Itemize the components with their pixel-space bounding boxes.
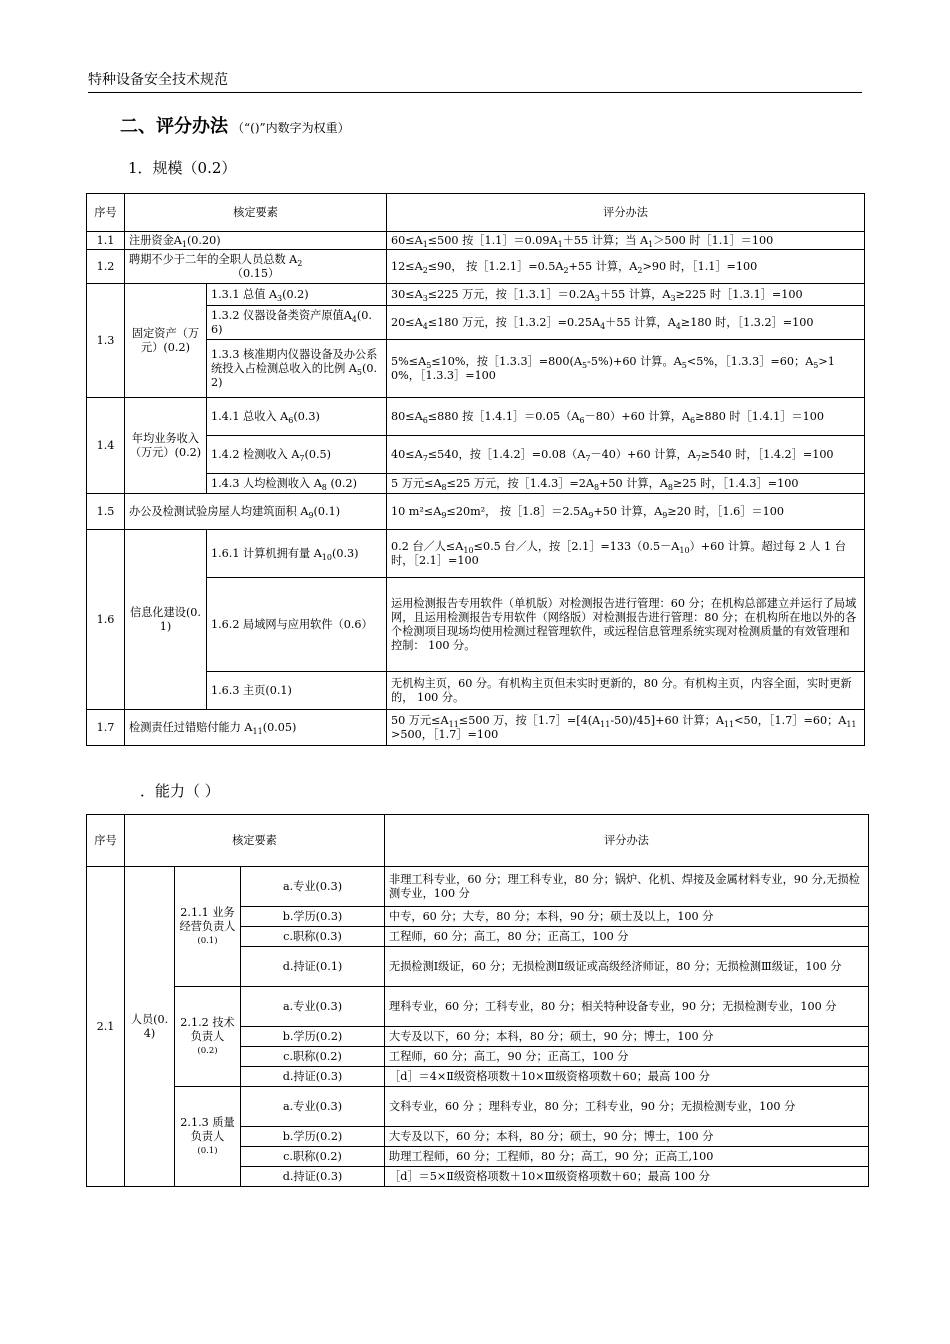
head-element-2: 核定要素 <box>125 815 385 867</box>
head-method-2: 评分办法 <box>385 815 869 867</box>
group-1-3: 固定资产（万元）(0.2) <box>125 284 207 398</box>
ability-subtitle: ．能力（ ） <box>140 782 220 800</box>
method-1-6-3: 无机构主页，60 分。有机构主页但未实时更新的，80 分。有机构主页，内容全面，实时更新的， 100 分。 <box>387 672 865 710</box>
item-2-1-2-b: b.学历(0.2) <box>241 1027 385 1047</box>
seq-1-2: 1.2 <box>87 250 125 284</box>
score-2-1-1-b: 中专，60 分；大专，80 分；本科，90 分；硕士及以上，100 分 <box>385 907 869 927</box>
scale-table <box>86 193 865 746</box>
score-2-1-3-b: 大专及以下，60 分；本科，80 分；硕士，90 分；博士，100 分 <box>385 1127 869 1147</box>
item-2-1-1-d: d.持证(0.1) <box>241 947 385 987</box>
item-2-1-3-d: d.持证(0.3) <box>241 1167 385 1187</box>
score-2-1-1-a: 非理工科专业，60 分；理工科专业，80 分；锅炉、化机、焊接及金属材料专业，90 分,无损检测专业，100 分 <box>385 867 869 907</box>
method-1-5: 10 $m^2\le A_9\le 20m^2$， 按$[1.8]=2.5A_9+50$ 计算，$A_9\ge 20$ 时，［1.6］＝100 <box>387 494 865 530</box>
elem-1-6-3: 1.6.3 主页(0.1) <box>207 672 387 710</box>
item-2-1-3-b: b.学历(0.2) <box>241 1127 385 1147</box>
scale-subtitle: 1．规模（0.2） <box>128 159 237 177</box>
elem-1-3-3: 1.3.3 核准期内仪器设备及办公系统投入占检测总收入的比例 $A_5(0.2)$ <box>207 340 387 398</box>
head-seq-2: 序号 <box>87 815 125 867</box>
method-1-4-1: $80\le A_6\le 880$ 按$[1.4.1]=0.05(A_6-80)+60$ 计算，$A_6\ge 880$ 时［1.4.1］＝100 <box>387 398 865 436</box>
elem-1-1: 注册资金$A_1(0.20)$ <box>125 232 387 250</box>
section-note: （“()”内数字为权重） <box>232 121 350 135</box>
head-seq: 序号 <box>87 194 125 232</box>
person-2-1-2-weight: (0.2) <box>197 1045 218 1056</box>
section-heading: 二、评分办法 <box>120 116 228 137</box>
item-2-1-3-a: a.专业(0.3) <box>241 1087 385 1127</box>
method-1-4-2: $40\le A_7\le 540$，按$[1.4.2]=0.08(A_7-40)+60$ 计算，$A_7\ge 540$ 时，［1.4.2］=100 <box>387 436 865 474</box>
group-1-6: 信息化建设(0.1) <box>125 530 207 710</box>
score-2-1-2-b: 大专及以下，60 分；本科，80 分；硕士，90 分；博士，100 分 <box>385 1027 869 1047</box>
method-1-3-1: $30\le A_3\le 225$ 万元，按$[1.3.1]=0.2A_3+55$ 计算，$A_3\ge 225$ 时［1.3.1］=100 <box>387 284 865 306</box>
elem-1-2-weight: （0.15） <box>231 266 280 280</box>
score-2-1-2-a: 理科专业，60 分；工科专业，80 分；相关特种设备专业，90 分；无损检测专业，100 分 <box>385 987 869 1027</box>
item-2-1-1-c: c.职称(0.3) <box>241 927 385 947</box>
item-2-1-1-a: a.专业(0.3) <box>241 867 385 907</box>
elem-1-4-2: 1.4.2 检测收入 $A_7(0.5)$ <box>207 436 387 474</box>
elem-1-3-2: 1.3.2 仪器设备类资产原值$A_4(0.6)$ <box>207 306 387 340</box>
elem-1-2 <box>125 250 387 284</box>
person-2-1-1-label: 2.1.1 业务经营负责人 <box>179 905 236 933</box>
person-2-1-2 <box>175 987 241 1087</box>
score-2-1-2-d: ［d］＝4×Ⅱ级资格项数＋10×Ⅲ级资格项数＋60；最高 100 分 <box>385 1067 869 1087</box>
group-2-1: 人员(0.4) <box>125 867 175 1187</box>
elem-1-2-main: 聘期不少于二年的全职人员总数 $A_2$ <box>129 252 303 268</box>
seq-1-7: 1.7 <box>87 710 125 746</box>
method-1-3-3: $5\%\le A_5\le 10\%$，按$[1.3.3]=800(A_5-5\%)+60$ 计算。$A_5<5\%$，［1.3.3］=60；$A_5>10\%$，［1.3.3］=100 <box>387 340 865 398</box>
ability-table <box>86 814 869 1187</box>
seq-1-4: 1.4 <box>87 398 125 494</box>
person-2-1-3 <box>175 1087 241 1187</box>
head-element: 核定要素 <box>125 194 387 232</box>
head-method: 评分办法 <box>387 194 865 232</box>
running-header: 特种设备安全技术规范 <box>88 70 862 93</box>
seq-1-1: 1.1 <box>87 232 125 250</box>
method-1-4-3: 5 万元$\le A_8\le 25$ 万元，按$[1.4.3]=2A_8+50$ 计算，$A_8\ge 25$ 时，［1.4.3］=100 <box>387 474 865 494</box>
item-2-1-2-a: a.专业(0.3) <box>241 987 385 1027</box>
item-2-1-2-c: c.职称(0.2) <box>241 1047 385 1067</box>
section-title <box>120 112 350 138</box>
elem-1-4-3: 1.4.3 人均检测收入 $A_8$ (0.2) <box>207 474 387 494</box>
item-2-1-1-b: b.学历(0.3) <box>241 907 385 927</box>
seq-2-1: 2.1 <box>87 867 125 1187</box>
score-2-1-2-c: 工程师，60 分；高工，90 分；正高工，100 分 <box>385 1047 869 1067</box>
elem-1-6-1: 1.6.1 计算机拥有量 $A_{10}(0.3)$ <box>207 530 387 578</box>
elem-1-4-1: 1.4.1 总收入 $A_6(0.3)$ <box>207 398 387 436</box>
seq-1-6: 1.6 <box>87 530 125 710</box>
method-1-6-1: 0.2 台／人$\le A_{10}\le 0.5$ 台／人，按$[2.1]=133(0.5-A_{10})+60$ 计算。超过每 2 人 1 台时，［2.1］=100 <box>387 530 865 578</box>
method-1-2: $12\le A_2\le 90$， 按$[1.2.1]=0.5A_2+55$ 计算，$A_2>90$ 时，［1.1］=100 <box>387 250 865 284</box>
method-1-1: $60\le A_1\le 500$ 按$[1.1]=0.09A_1+55$ 计算；当 $A_1>500$ 时［1.1］＝100 <box>387 232 865 250</box>
elem-1-3-1: 1.3.1 总值 $A_3(0.2)$ <box>207 284 387 306</box>
score-2-1-3-c: 助理工程师，60 分；工程师，80 分；高工，90 分；正高工,100 <box>385 1147 869 1167</box>
elem-1-6-2: 1.6.2 局域网与应用软件（0.6） <box>207 578 387 672</box>
seq-1-5: 1.5 <box>87 494 125 530</box>
item-2-1-2-d: d.持证(0.3) <box>241 1067 385 1087</box>
score-2-1-1-c: 工程师，60 分；高工，80 分；正高工，100 分 <box>385 927 869 947</box>
elem-1-5: 办公及检测试验房屋人均建筑面积 $A_9(0.1)$ <box>125 494 387 530</box>
method-1-3-2: $20\le A_4\le 180$ 万元，按$[1.3.2]=0.25A_4+55$ 计算，$A_4\ge 180$ 时，［1.3.2］=100 <box>387 306 865 340</box>
method-1-7: 50 万元$\le A_{11}\le 500$ 万，按$[1.7]=[4(A_{11}-50)/45]+60$ 计算；$A_{11}<50$，［1.7］=60；$A_{11}>500$，［1.7］=100 <box>387 710 865 746</box>
person-2-1-2-label: 2.1.2 技术负责人 <box>180 1015 235 1043</box>
score-2-1-3-a: 文科专业，60 分 ；理科专业，80 分；工科专业，90 分；无损检测专业，100 分 <box>385 1087 869 1127</box>
person-2-1-3-label: 2.1.3 质量负责人 <box>180 1115 235 1143</box>
score-2-1-1-d: 无损检测Ⅰ级证，60 分；无损检测Ⅱ级证或高级经济师证，80 分；无损检测Ⅲ级证，100 分 <box>385 947 869 987</box>
person-2-1-3-weight: (0.1) <box>197 1145 218 1156</box>
elem-1-7: 检测责任过错赔付能力 $A_{11}(0.05)$ <box>125 710 387 746</box>
method-1-6-2: 运用检测报告专用软件（单机版）对检测报告进行管理：60 分；在机构总部建立并运行了局域网，且运用检测报告专用软件（网络版）对检测报告进行管理：80 分；在机构所在地以外的各个检测项目现场均使用检测过程管理软件，或远程信息管理系统实现对检测质量的有效管理和控制： 100 分。 <box>387 578 865 672</box>
item-2-1-3-c: c.职称(0.2) <box>241 1147 385 1167</box>
score-2-1-3-d: ［d］＝5×Ⅱ级资格项数＋10×Ⅲ级资格项数＋60；最高 100 分 <box>385 1167 869 1187</box>
seq-1-3: 1.3 <box>87 284 125 398</box>
person-2-1-1-weight: (0.1) <box>197 935 218 946</box>
person-2-1-1 <box>175 867 241 987</box>
group-1-4: 年均业务收入（万元）(0.2) <box>125 398 207 494</box>
